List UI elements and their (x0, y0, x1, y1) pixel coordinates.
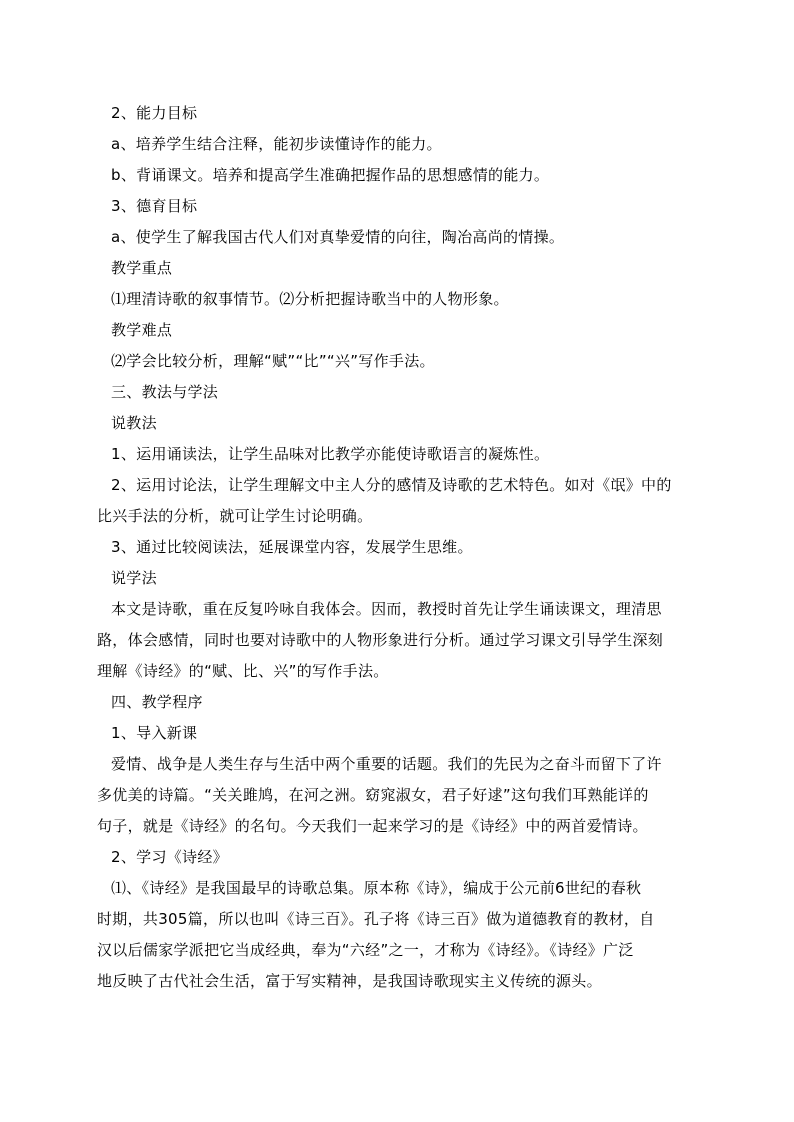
heading-study-shijing: 2、学习《诗经》 (111, 848, 228, 866)
paragraph-line: 理解《诗经》的“赋、比、兴”的写作手法。 (97, 662, 389, 680)
paragraph-line: 时期，共305篇，所以也叫《诗三百》。孔子将《诗三百》做为道德教育的教材，自 (97, 910, 655, 928)
paragraph-line: 2、运用讨论法，让学生理解文中主人分的感情及诗歌的艺术特色。如对《氓》中的 (111, 476, 672, 494)
paragraph-line: b、背诵课文。培养和提高学生准确把握作品的思想感情的能力。 (111, 166, 550, 184)
heading-teaching-difficulty: 教学难点 (111, 321, 173, 339)
paragraph-line: 汉以后儒家学派把它当成经典，奉为“六经”之一，才称为《诗经》。《诗经》广泛 (97, 941, 634, 959)
document-body (97, 98, 701, 997)
heading-teaching-method: 说教法 (111, 414, 157, 432)
paragraph-line: a、使学生了解我国古代人们对真挚爱情的向往，陶冶高尚的情操。 (111, 228, 565, 246)
paragraph-line: 路，体会感情，同时也要对诗歌中的人物形象进行分析。通过学习课文引导学生深刻 (97, 631, 664, 649)
paragraph-line: 本文是诗歌，重在反复吟咏自我体会。因而，教授时首先让学生诵读课文，理清思 (111, 600, 662, 618)
paragraph-line: 地反映了古代社会生活，富于写实精神，是我国诗歌现实主义传统的源头。 (97, 972, 602, 990)
paragraph-line: 多优美的诗篇。“关关雎鸠，在河之洲。窈窕淑女，君子好逑”这句我们耳熟能详的 (97, 786, 649, 804)
paragraph-line: ⑴、《诗经》是我国最早的诗歌总集。原本称《诗》，编成于公元前6世纪的春秋 (111, 879, 642, 897)
paragraph-line: 句子，就是《诗经》的名句。今天我们一起来学习的是《诗经》中的两首爱情诗。 (97, 817, 648, 835)
paragraph-line: 爱情、战争是人类生存与生活中两个重要的话题。我们的先民为之奋斗而留下了许 (111, 755, 662, 773)
paragraph-line: a、培养学生结合注释，能初步读懂诗作的能力。 (111, 135, 442, 153)
paragraph-line: 3、通过比较阅读法，延展课堂内容，发展学生思维。 (111, 538, 473, 556)
paragraph-line: ⑴理清诗歌的叙事情节。⑵分析把握诗歌当中的人物形象。 (111, 290, 509, 308)
heading-methods: 三、教法与学法 (111, 383, 219, 401)
paragraph-line: 1、运用诵读法，让学生品味对比教学亦能使诗歌语言的凝炼性。 (111, 445, 550, 463)
heading-teaching-focus: 教学重点 (111, 259, 173, 277)
heading-moral-goal: 3、德育目标 (111, 197, 198, 215)
heading-teaching-procedure: 四、教学程序 (111, 693, 203, 711)
heading-intro: 1、导入新课 (111, 724, 198, 742)
paragraph-line: ⑵学会比较分析，理解“赋”“比”“兴”写作手法。 (111, 352, 435, 370)
heading-learning-method: 说学法 (111, 569, 157, 587)
heading-ability-goal: 2、能力目标 (111, 104, 198, 122)
paragraph-line: 比兴手法的分析，就可让学生讨论明确。 (97, 507, 373, 525)
